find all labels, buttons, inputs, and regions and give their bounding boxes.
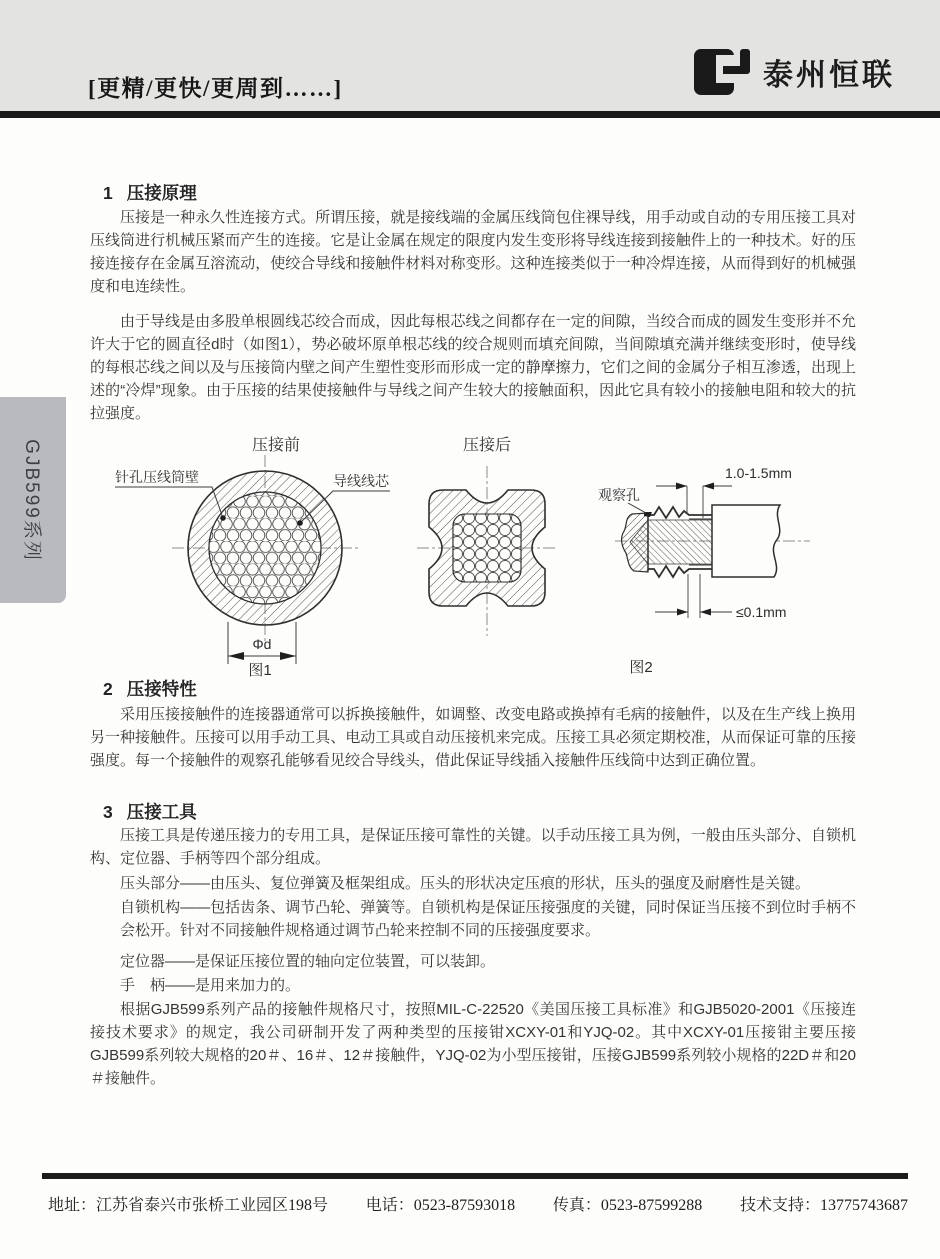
section-1-paragraph-1: 压接是一种永久性连接方式。所谓压接，就是接线端的金属压线筒包住裸导线，用手动或自动的专用压接工具对压线筒进行机械压紧而产生的连接。它是让金属在规定的限度内发生变形将导线连接到接触件上的一种技术。好的压接连接存在金属互溶流动，使绞合导线和接触件材料对称变形。这种连接类似于一种冷焊连接，从而得到好的机械强度和电连续性。 bbox=[90, 209, 856, 295]
series-side-tab-label: GJB599系列 bbox=[20, 438, 42, 562]
header-divider bbox=[0, 111, 940, 118]
leader-dot-wire-core bbox=[297, 520, 303, 526]
dim-top-arrow-right bbox=[703, 483, 714, 490]
leader-dot-barrel-wall bbox=[220, 515, 226, 521]
section-3-paragraph-1: 压接工具是传递压接力的专用工具，是保证压接可靠性的关键。以手动压接工具为例，一般由压头部分、自锁机构、定位器、手柄等四个部分组成。 bbox=[90, 827, 856, 867]
figure-2-after-cross-section bbox=[415, 428, 565, 680]
footer-fax: 传真：0523-87599288 bbox=[552, 1197, 703, 1214]
dim-bottom-arrow-right bbox=[700, 609, 711, 616]
figure-2-caption: 图2 bbox=[629, 659, 653, 676]
page-header bbox=[0, 0, 940, 111]
section-3-paragraph-3: 自锁机构——包括齿条、调节凸轮、弹簧等。自锁机构是保证压接强度的关键，同时保证当压接不到位时手柄不会松开。针对不同接触件规格通过调节凸轮来控制不同的压接强度要求。 bbox=[120, 899, 856, 939]
dim-top-value: 1.0-1.5mm bbox=[725, 465, 792, 481]
section-1-paragraph-2: 由于导线是由多股单根圆线芯绞合而成，因此每根芯线之间都存在一定的间隙，当绞合而成的圆发生变形并不允许大于它的圆直径d时（如图1），势必破坏原单根芯线的绞合规则而填充间隙，当间隙填充满并继续变形时，使导线的每根芯线之间以及与压接筒内壁之间产生塑性变形而形成一定的静摩擦力，它们之间的金属分子相互渗透，出现上述的“冷焊”现象。由于压接的结果使接触件与导线之间产生较大的接触面积，因此它具有较小的接触电阻和较大的抗拉强度。 bbox=[90, 313, 856, 422]
dim-arrow-right bbox=[280, 652, 296, 660]
dim-arrow-left bbox=[228, 652, 244, 660]
wire-bundle-strands bbox=[209, 492, 321, 604]
section-1-number: 1 bbox=[103, 183, 113, 203]
wire-strands bbox=[630, 520, 712, 564]
series-side-tab bbox=[0, 397, 66, 603]
dim-phi-d: Φd bbox=[252, 636, 272, 652]
label-barrel-wall: 针孔压线筒壁 bbox=[115, 469, 199, 485]
compressed-strands bbox=[453, 514, 521, 582]
section-2-heading bbox=[103, 676, 197, 701]
label-inspection-hole: 观察孔 bbox=[598, 487, 640, 503]
label-wire-core: 导线线芯 bbox=[333, 473, 389, 489]
dim-top-arrow-left bbox=[676, 483, 687, 490]
section-3-paragraph-2: 压头部分——由压头、复位弹簧及框架组成。压头的形状决定压痕的形状，压头的强度及耐磨性是关键。 bbox=[120, 875, 811, 892]
section-3-heading bbox=[103, 799, 197, 824]
header-slogan: [更精/更快/更周到……] bbox=[88, 76, 343, 101]
section-3-paragraph-5: 手 柄——是用来加力的。 bbox=[120, 977, 301, 994]
footer bbox=[48, 1192, 908, 1215]
section-1-title: 压接原理 bbox=[126, 183, 197, 203]
figure-2-after-side-view bbox=[570, 428, 840, 680]
dim-bottom-value: ≤0.1mm bbox=[736, 604, 787, 620]
wire-insulation bbox=[712, 505, 780, 577]
section-2-title: 压接特性 bbox=[126, 679, 197, 699]
footer-phone: 电话：0523-87593018 bbox=[365, 1197, 516, 1214]
leader-inspection-hole bbox=[628, 503, 646, 513]
lh-logo-icon bbox=[694, 48, 754, 96]
figure-1-caption: 图1 bbox=[248, 662, 272, 679]
barrel-wall-bottom bbox=[648, 566, 712, 577]
company-logo bbox=[694, 48, 895, 96]
section-1-heading bbox=[103, 180, 197, 205]
footer-support: 技术支持：13775743687 bbox=[739, 1197, 908, 1214]
section-3-paragraph-4: 定位器——是保证压接位置的轴向定位装置，可以装卸。 bbox=[120, 953, 496, 970]
barrel-wall-top bbox=[648, 507, 712, 518]
section-2-paragraph-1: 采用压接接触件的连接器通常可以拆换接触件，如调整、改变电路或换掉有毛病的接触件，以及在生产线上换用另一种接触件。压接可以用手动工具、电动工具或自动压接机来完成。压接工具必须定期校准，从而保证可靠的压接强度。每一个接触件的观察孔能够看见绞合导线头，借此保证导线插入接触件压线筒中达到正确位置。 bbox=[90, 706, 856, 769]
footer-address: 地址：江苏省泰兴市张桥工业园区198号 bbox=[48, 1197, 329, 1214]
footer-divider bbox=[42, 1173, 908, 1179]
figure-1-title: 压接前 bbox=[251, 437, 301, 454]
figure-1-before-crimping bbox=[90, 428, 420, 680]
dim-bottom-arrow-left bbox=[677, 609, 688, 616]
section-3-number: 3 bbox=[103, 802, 113, 822]
section-2-number: 2 bbox=[103, 679, 113, 699]
section-3-paragraph-6: 根据GJB599系列产品的接触件规格尺寸，按照MIL-C-22520《美国压接工具标准》和GJB5020-2001《压接连接技术要求》的规定，我公司研制开发了两种类型的压接钳XCXY-01和YJQ-02。其中XCXY-01压接钳主要压接GJB599系列较大规格的20＃、16＃、12＃接触件，YJQ-02为小型压接钳，压接GJB599系列较小规格的22D＃和20＃接触件。 bbox=[90, 1001, 856, 1087]
figure-2-title: 压接后 bbox=[462, 437, 512, 454]
brand-name: 泰州恒联 bbox=[763, 59, 895, 92]
crimped-barrel-shape bbox=[429, 490, 545, 606]
section-3-title: 压接工具 bbox=[126, 802, 197, 822]
